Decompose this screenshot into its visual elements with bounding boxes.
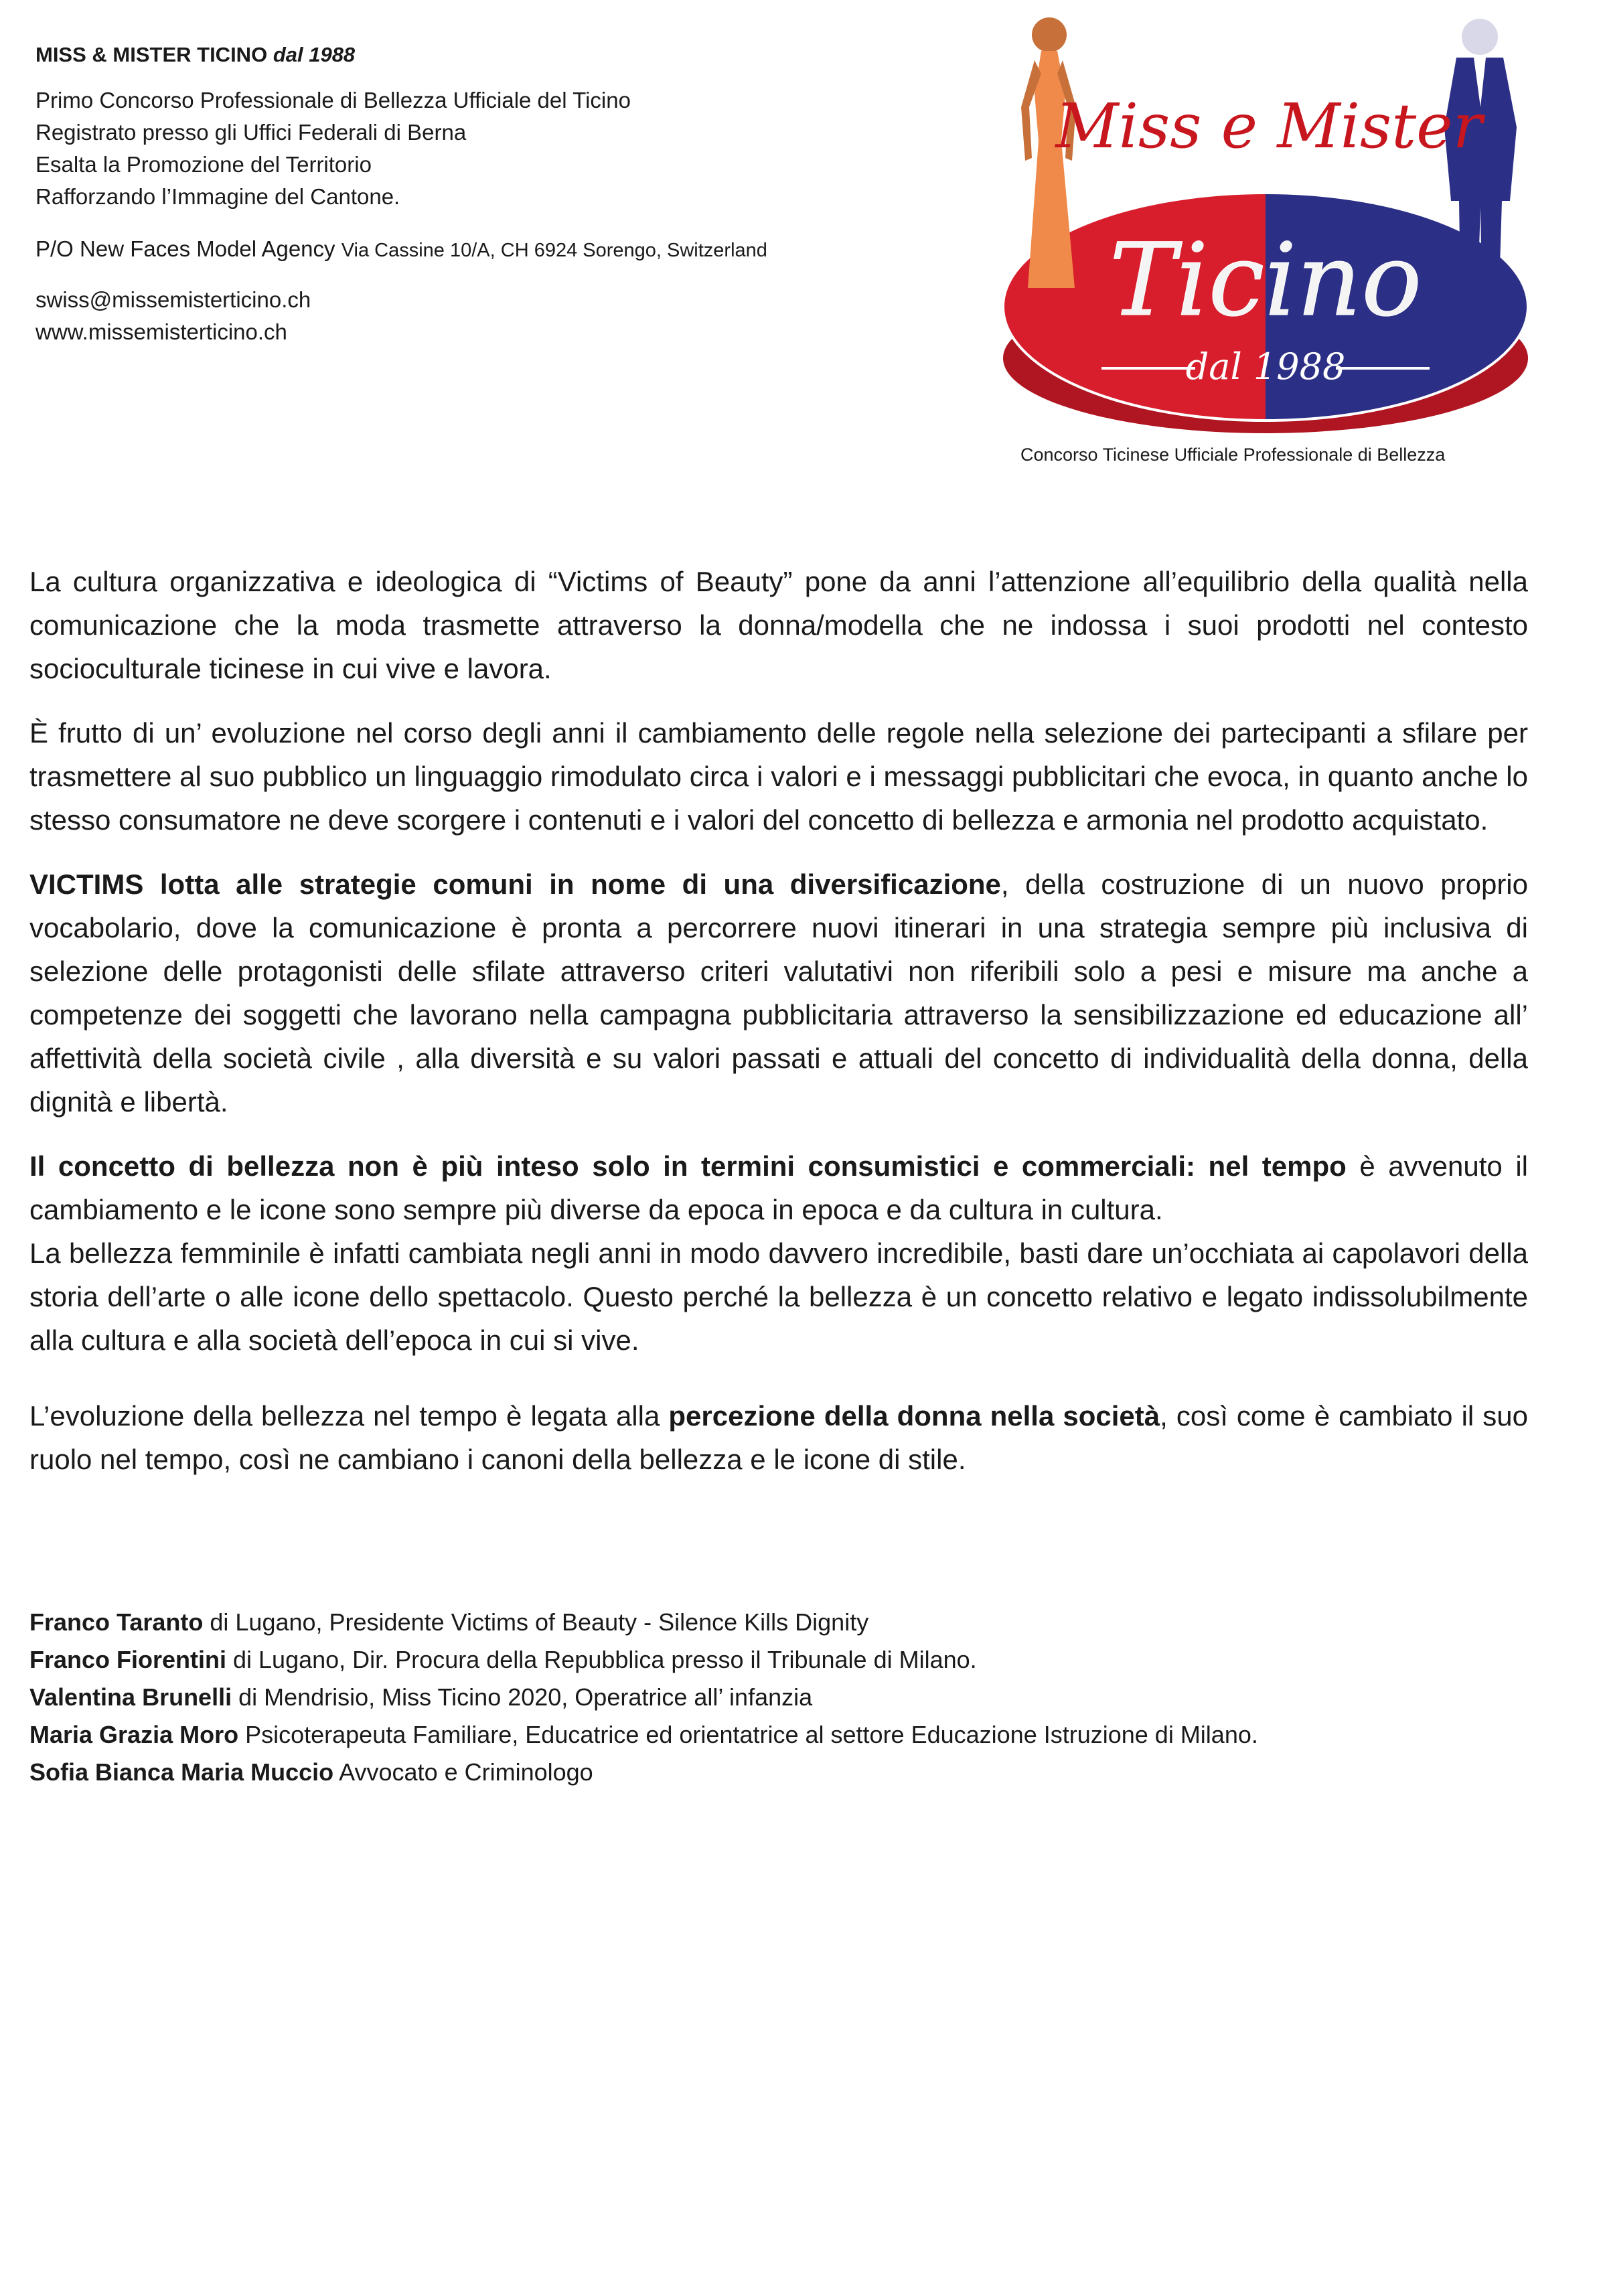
contacts [35,284,973,348]
signatories [29,1604,1529,1791]
email-link[interactable]: swiss@missemisterticino.ch [35,287,311,312]
tagline: Registrato presso gli Uffici Federali di Berna [35,120,467,145]
paragraph: La cultura organizzativa e ideologica di “Victims of Beauty” pone da anni l’attenzione all’equilibrio della qualità nella comunicazione che la moda trasmette attraverso la donna/modella che ne indossa i suoi prodotti nel contesto socioculturale ticinese in cui vive e lavora. [29,566,1528,684]
org-title [35,42,973,68]
signatory-role: Psicoterapeuta Familiare, Educatrice ed orientatrice al settore Educazione Istruzione di Milano. [238,1721,1258,1748]
website-link[interactable]: www.missemisterticino.ch [35,319,287,344]
tagline: Rafforzando l’Immagine del Cantone. [35,184,400,209]
postal-address [35,233,973,266]
signatory [29,1641,1529,1679]
taglines [35,84,973,213]
signatory-role: di Lugano, Presidente Victims of Beauty - Silence Kills Dignity [203,1608,869,1636]
logo-caption: Concorso Ticinese Ufficiale Professionale di Bellezza [1020,445,1446,465]
letterhead [35,42,973,348]
paragraph: VICTIMS lotta alle strategie comuni in nome di una diversificazione, della costruzione di un nuovo proprio vocabolario, dove la comunicazione è pronta a percorrere nuovi itinerari in una strategia sempre più inclusiva di selezione delle protagonisti delle sfilate attraverso criteri valutativi non riferibili solo a pesi e misure ma anche a competenze dei soggetti che lavorano nella campagna pubblicitaria attraverso la sensibilizzazione ed educazione all’ affettività della società civile , alla diversità e su valori passati e attuali del concetto di individualità della donna, della dignità e libertà. [29,868,1528,1118]
agency-name: P/O New Faces Model Agency [35,236,335,261]
bold-phrase: percezione della donna nella società [668,1400,1160,1432]
letter-body [29,560,1528,1502]
signatory [29,1604,1529,1641]
signatory-role: Avvocato e Criminologo [333,1758,593,1786]
org-name: MISS & MISTER TICINO [35,43,268,66]
bold-phrase: VICTIMS lotta alle strategie comuni in nome di una diversificazione [29,868,1001,900]
signatory-role: di Mendrisio, Miss Ticino 2020, Operatrice all’ infanzia [232,1683,813,1711]
signatory [29,1679,1529,1716]
logo-line1: Miss e Mister [1055,90,1482,162]
miss-mister-ticino-logo [1001,7,1530,435]
paragraph: La bellezza femminile è infatti cambiata negli anni in modo davvero incredibile, basti dare un’occhiata ai capolavori della storia dell’arte o alle icone dello spettacolo. Questo perché la bellezza è un concetto relativo e legato indissolubilmente alla cultura e alla società dell’epoca in cui si vive. [29,1237,1528,1356]
tagline: Esalta la Promozione del Territorio [35,152,372,177]
signatory-name: Maria Grazia Moro [29,1721,239,1748]
org-since: dal 1988 [273,43,356,66]
bold-phrase: Il concetto di bellezza non è più inteso solo in termini consumistici e commerciali: nel tempo [29,1150,1347,1182]
signatory [29,1754,1529,1791]
signatory-name: Franco Taranto [29,1608,204,1636]
paragraph: L’evoluzione della bellezza nel tempo è legata alla percezione della donna nella società, così come è cambiato il suo ruolo nel tempo, così ne cambiano i canoni della bellezza e le icone di stile. [29,1400,1528,1475]
street-address: Via Cassine 10/A, CH 6924 Sorengo, Switzerland [341,240,767,261]
signatory-name: Sofia Bianca Maria Muccio [29,1758,334,1786]
paragraph: È frutto di un’ evoluzione nel corso degli anni il cambiamento delle regole nella selezione dei partecipanti a sfilare per trasmettere al suo pubblico un linguaggio rimodulato circa i valori e i messaggi pubblicitari che evoca, in quanto anche lo stesso consumatore ne deve scorgere i contenuti e i valori del concetto di bellezza e armonia nel prodotto acquistato. [29,717,1528,836]
paragraph: Il concetto di bellezza non è più inteso solo in termini consumistici e commerciali: nel tempo è avvenuto il cambiamento e le icone sono sempre più diverse da epoca in epoca e da cultura in cultura. [29,1150,1528,1225]
signatory [29,1716,1529,1754]
signatory-name: Franco Fiorentini [29,1646,227,1673]
signatory-role: di Lugano, Dir. Procura della Repubblica presso il Tribunale di Milano. [226,1646,977,1673]
logo-line2: Ticino [1109,222,1422,339]
logo-since: dal 1988 [1185,346,1346,388]
tagline: Primo Concorso Professionale di Bellezza Ufficiale del Ticino [35,88,631,112]
signatory-name: Valentina Brunelli [29,1683,232,1711]
